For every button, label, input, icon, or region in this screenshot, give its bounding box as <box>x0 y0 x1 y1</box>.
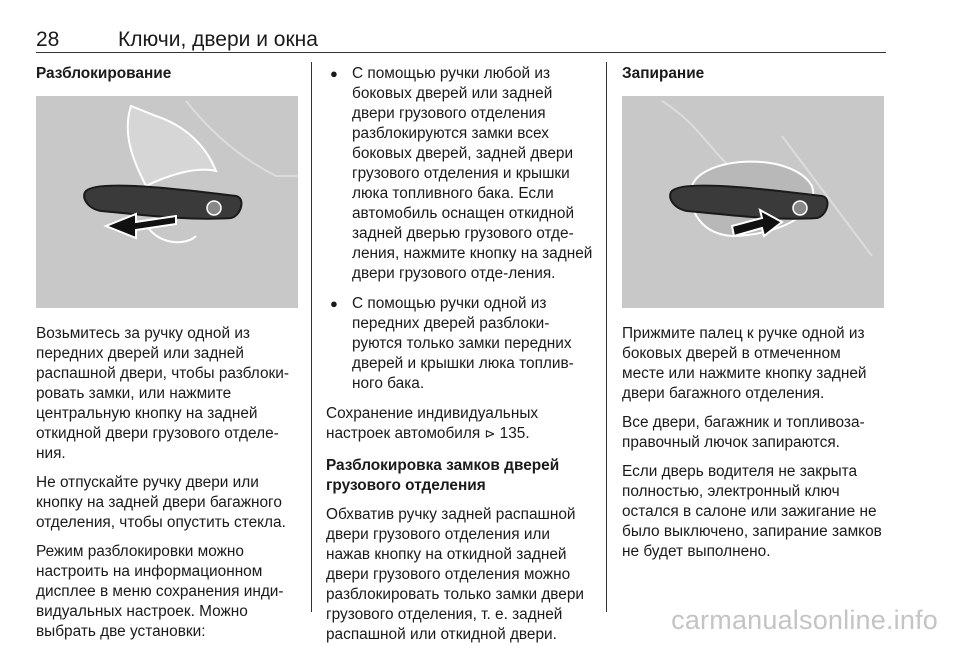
column-divider-2 <box>606 62 607 612</box>
page-number: 28 <box>36 28 60 51</box>
locking-instruction-text: Прижмите палец к ручке одной из боковых дверей в отмеченном месте или нажмите кнопку задней двери багажного отделения. <box>622 325 867 402</box>
watermark: carmanualsonline.info <box>671 605 938 635</box>
door-handle-press-illustration <box>622 96 884 308</box>
settings-reference-text: Сохранение индивидуальных настроек автомобиля <box>326 405 539 442</box>
list-item-text: С помощью ручки одной из передних дверей разблоки-руются только замки передних дверей и крышки люка топлив-ного бака. <box>352 295 574 392</box>
list-item <box>326 294 594 394</box>
column-unlock-options <box>326 64 594 654</box>
window-lowering-text: Не отпускайте ручку двери или кнопку на задней двери багажного отделения, чтобы опустить стекла. <box>36 474 286 531</box>
section-heading-unlocking: Разблокирование <box>36 65 172 82</box>
column-divider-1 <box>311 62 312 612</box>
section-heading-locking: Запирание <box>622 65 705 82</box>
door-handle-pull-illustration <box>36 96 298 308</box>
column-locking <box>622 64 886 571</box>
page-reference-link[interactable]: 135. <box>499 425 530 442</box>
bullet-icon: ● <box>330 66 338 81</box>
locking-result-text: Все двери, багажник и топливоза-правочный лючок запираются. <box>622 414 865 451</box>
list-item <box>326 64 594 284</box>
column-unlocking <box>36 64 300 651</box>
page-header <box>36 22 886 56</box>
bullet-icon: ● <box>330 296 338 311</box>
section-heading-cargo-unlock: Разблокировка замков дверей грузового отделения <box>326 457 560 494</box>
unlock-instruction-text: Возьмитесь за ручку одной из передних дверей или задней распашной двери, чтобы разблоки-ровать замки, или нажмите центральную кнопку на задней откидной двери грузового отделе-ния. <box>36 325 289 462</box>
locking-failure-text: Если дверь водителя не закрыта полностью, электронный ключ остался в салоне или зажигание не было выключено, запирание замков не будет выполнено. <box>622 463 882 560</box>
header-rule <box>36 52 886 53</box>
page-reference-arrow-icon: ⊳ <box>484 426 496 441</box>
list-item-text: С помощью ручки любой из боковых дверей или задней двери грузового отделения разблокируются замки всех боковых дверей, задней двери грузового отделения и крышки люка топливного бака. Если автомобиль оснащен откидной задней дверью грузового отде-ления, нажмите кнопку на задней двери грузового отде-ления. <box>352 65 593 282</box>
unlock-mode-text: Режим разблокировки можно настроить на информационном дисплее в меню сохранения инди-видуальных настроек. Можно выбрать две установки: <box>36 543 284 640</box>
unlock-options-list <box>326 64 594 394</box>
cargo-unlock-text: Обхватив ручку задней распашной двери грузового отделения или нажав кнопку на откидной задней двери грузового отделения можно разблокировать только замки двери грузового отделения, т. е. задней распашной или откидной двери. <box>326 506 585 643</box>
settings-reference <box>326 404 594 444</box>
page-title: Ключи, двери и окна <box>118 28 318 51</box>
